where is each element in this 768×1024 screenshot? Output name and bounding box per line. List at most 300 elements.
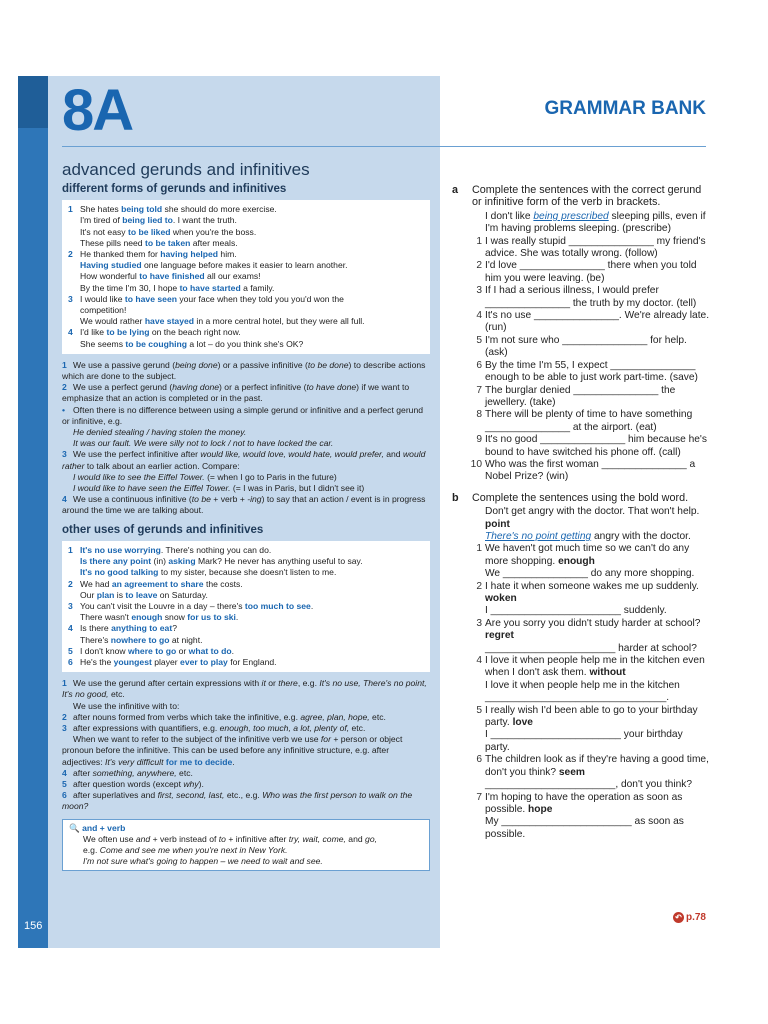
text-run: I don't know xyxy=(80,645,128,656)
item-number: 5 xyxy=(62,778,67,789)
text-run: to have finished xyxy=(139,271,205,282)
exercise-b-item[interactable] xyxy=(448,655,710,705)
text-run: on the beach right now. xyxy=(149,327,241,338)
item-number: • xyxy=(62,404,66,415)
text-run: It was our fault. We were silly not to lock / not to have locked the car. xyxy=(73,438,334,449)
text-run: e.g. xyxy=(83,844,100,855)
item-gapped: _______________________ harder at school? xyxy=(485,642,697,654)
item-number: 4 xyxy=(62,767,67,778)
text-run: We use a continuous infinitive ( xyxy=(73,494,192,505)
text-run: He's the xyxy=(80,656,114,667)
text-run: to be done xyxy=(307,359,349,370)
item-number: 1 xyxy=(62,359,67,370)
item-number: 2 xyxy=(476,260,482,272)
item-text: The burglar denied _______________ the jewellery. (take) xyxy=(485,384,676,408)
example-line xyxy=(68,623,424,634)
text-run: . There's nothing you can do. xyxy=(160,544,272,555)
text-run: Having studied xyxy=(80,260,142,271)
item-number: 7 xyxy=(476,791,482,803)
exercise-a-item[interactable] xyxy=(448,285,710,310)
text-run: after xyxy=(73,767,93,778)
rule-line xyxy=(62,427,430,438)
tip-line xyxy=(83,856,423,867)
key-word: enough xyxy=(558,555,595,567)
text-run: having helped xyxy=(160,249,219,260)
text-run: How wonderful xyxy=(80,271,140,282)
text-run: on Saturday. xyxy=(157,589,208,600)
text-run: something, anywhere, xyxy=(92,767,177,778)
text-run: player xyxy=(151,656,181,667)
text-run: why xyxy=(183,778,199,789)
text-run: We use a passive gerund ( xyxy=(73,359,176,370)
item-number: 1 xyxy=(476,543,482,555)
text-run: These pills need xyxy=(80,237,145,248)
example-line xyxy=(68,260,424,271)
item-number: 1 xyxy=(62,678,67,689)
text-run: after expressions with quantifiers, e.g. xyxy=(73,722,220,733)
text-run: There wasn't xyxy=(80,612,132,623)
text-run: -ing xyxy=(247,494,262,505)
item-number: 10 xyxy=(470,458,482,470)
text-run: she should do more exercise. xyxy=(162,204,277,215)
item-gapped: _______________________, don't you think? xyxy=(485,779,693,791)
text-run: She seems xyxy=(80,338,126,349)
item-number: 1 xyxy=(476,235,482,247)
item-number: 8 xyxy=(476,409,482,421)
exercise-b-item[interactable] xyxy=(448,705,710,755)
text-run: being prescribed xyxy=(533,210,609,222)
left-content xyxy=(62,184,430,871)
item-text: I'm not sure who _______________ for help. (ask) xyxy=(485,334,687,359)
text-run: ). xyxy=(198,778,204,789)
text-run: is xyxy=(114,589,126,600)
item-number: 4 xyxy=(68,327,73,338)
item-text: It's no use _______________. We're already late. (run) xyxy=(485,310,710,334)
text-run: + verb instead of xyxy=(150,833,219,844)
text-run: the costs. xyxy=(203,578,243,589)
text-run: all our exams! xyxy=(204,271,261,282)
text-run: would like, would love, would hate, would prefer, xyxy=(200,449,384,460)
item-number: 3 xyxy=(68,293,73,304)
rule-line xyxy=(62,712,430,723)
text-run: being told xyxy=(121,204,163,215)
item-gapped: I _______________________ your birthday party. xyxy=(485,729,683,753)
text-run: plan xyxy=(96,589,115,600)
text-run: + person or object pronoun before the infinitive. This can be used before any infinitive structure, e.g. after adjectives: xyxy=(62,734,403,767)
text-run: to be taken xyxy=(144,237,191,248)
key-word: hope xyxy=(528,803,553,815)
header-divider-right xyxy=(440,146,706,147)
exercise-a-item[interactable] xyxy=(448,236,710,261)
text-run: or xyxy=(265,678,279,689)
example-line xyxy=(68,316,424,327)
item-number: 4 xyxy=(476,655,482,667)
text-run: to be xyxy=(191,494,211,505)
text-run: We had xyxy=(80,578,112,589)
item-number: 6 xyxy=(476,754,482,766)
text-run: an agreement to share xyxy=(111,578,204,589)
text-run: enough, too much, a lot, plenty of, xyxy=(219,722,350,733)
text-run: in a more central hotel, but they were all full. xyxy=(194,316,365,327)
item-text: I'd love _______________ there when you told him you were leaving. (be) xyxy=(485,260,697,284)
text-run: to have seen xyxy=(124,293,177,304)
text-run: ever to play xyxy=(180,656,228,667)
text-run: and xyxy=(135,833,151,844)
exercise-a-item[interactable] xyxy=(448,409,710,434)
text-run: We use the infinitive with to: xyxy=(73,700,180,711)
item-number: 7 xyxy=(476,384,482,396)
exercise-a-item[interactable] xyxy=(448,310,710,335)
text-run: to be lying xyxy=(106,327,150,338)
margin-strip xyxy=(18,76,48,948)
text-run: first, second, last, xyxy=(157,790,225,801)
text-run: would rather xyxy=(62,449,426,471)
exercise-b-item[interactable] xyxy=(448,543,710,580)
item-text: By the time I'm 55, I expect _______________ enough to be able to just work part-time. (save) xyxy=(485,359,698,384)
item-text: If I had a serious illness, I would prefer _______________ the truth by my doctor. (tell) xyxy=(485,285,697,309)
rule-line xyxy=(62,678,430,700)
exercise-a-item[interactable] xyxy=(448,459,710,484)
text-run: etc. xyxy=(349,722,366,733)
text-run: to have started xyxy=(179,282,241,293)
text-run: after nouns formed from verbs which take the infinitive, e.g. xyxy=(73,711,301,722)
text-run: and xyxy=(383,449,403,460)
rules-forms xyxy=(62,360,430,517)
subheading-forms: different forms of gerunds and infinitives xyxy=(62,183,287,195)
text-run: for us to ski xyxy=(187,612,236,623)
rule-line xyxy=(62,768,430,779)
item-text: I was really stupid _______________ my friend's advice. She was totally wrong. (follow) xyxy=(485,235,706,260)
text-run: ) or a perfect infinitive ( xyxy=(219,382,307,393)
rule-line xyxy=(62,405,430,427)
text-run: ) to describe actions which are done to the subject. xyxy=(62,359,426,382)
item-text: Who was the first woman _______________ a Nobel Prize? (win) xyxy=(485,458,696,483)
text-run: to xyxy=(218,833,226,844)
example-line xyxy=(68,556,424,567)
text-run: your face when they told you you'd won the xyxy=(176,293,344,304)
text-run: being lied to xyxy=(122,215,173,226)
text-run: (= when I go to Paris in the future) xyxy=(204,471,337,482)
text-run: for England. xyxy=(227,656,277,667)
item-number: 4 xyxy=(476,310,482,322)
text-run: We use a perfect gerund ( xyxy=(73,382,173,393)
text-run: It's not easy xyxy=(80,226,128,237)
text-run: to be liked xyxy=(127,226,171,237)
text-run: ) or a passive infinitive ( xyxy=(217,359,308,370)
example-line xyxy=(68,327,424,338)
item-prompt: I hate it when someone wakes me up suddenly. xyxy=(485,580,699,592)
exercise-b-item[interactable] xyxy=(448,754,710,791)
text-run: . I want the truth. xyxy=(172,215,237,226)
right-content xyxy=(448,184,710,841)
example-line xyxy=(68,227,424,238)
item-number: 6 xyxy=(68,656,73,667)
text-run: ) to say that an action / event is in progress around the time we are talking about. xyxy=(62,494,426,516)
text-run: after question words (except xyxy=(73,778,184,789)
exercise-a-item[interactable] xyxy=(448,360,710,385)
text-run: etc. xyxy=(176,767,193,778)
page-number: 156 xyxy=(24,920,43,932)
page-reference[interactable]: ↶ p.78 xyxy=(673,912,706,923)
example-line xyxy=(68,612,424,623)
text-run: I would like xyxy=(80,293,125,304)
text-run: ) if we want to emphasize that an action is completed or in the past. xyxy=(62,382,410,404)
text-run: what to do xyxy=(188,645,232,656)
example-line xyxy=(68,215,424,226)
example-line xyxy=(68,294,424,305)
tip-line xyxy=(83,845,423,856)
item-number: 4 xyxy=(62,494,67,505)
exercise-b-item[interactable] xyxy=(448,581,710,618)
text-run: We often use xyxy=(83,833,136,844)
example-line xyxy=(68,590,424,601)
example-line xyxy=(68,635,424,646)
example-line xyxy=(68,657,424,668)
rule-line xyxy=(62,472,430,483)
item-number: 3 xyxy=(68,600,73,611)
rule-line xyxy=(62,360,430,382)
lesson-title: advanced gerunds and infinitives xyxy=(62,160,310,179)
item-prompt: I'm hoping to have the operation as soon as possible. xyxy=(485,791,683,815)
key-word: love xyxy=(512,717,533,729)
text-run: . xyxy=(231,645,234,656)
text-run: there xyxy=(278,678,298,689)
text-run: it xyxy=(261,678,266,689)
text-run: too much to see xyxy=(244,600,311,611)
exercise-b-example: Don't get angry with the doctor. That won't help. point There's no point getting angry with the doctor. xyxy=(485,506,700,542)
text-run: When we want to refer to the subject of the infinitive verb we use xyxy=(73,734,321,745)
text-run: try, wait, come, xyxy=(288,833,346,844)
text-run: . xyxy=(232,756,235,767)
item-number: 5 xyxy=(476,704,482,716)
item-number: 6 xyxy=(62,790,67,801)
back-arrow-icon: ↶ xyxy=(673,912,684,923)
text-run: I'm not sure what's going to happen – we need to wait and see. xyxy=(83,856,323,867)
text-run: I would like to see the Eiffel Tower. xyxy=(73,471,205,482)
tip-box xyxy=(62,819,430,872)
text-run: having done xyxy=(172,382,220,393)
rule-line xyxy=(62,382,430,404)
item-gapped: I _______________________ suddenly. xyxy=(485,605,667,617)
item-number: 9 xyxy=(476,434,482,446)
text-run: It's very difficult xyxy=(105,756,166,767)
text-run: etc. xyxy=(369,711,386,722)
text-run: asking xyxy=(168,556,196,567)
text-run: anything to eat xyxy=(111,623,173,634)
example-line xyxy=(68,601,424,612)
text-run: for xyxy=(320,734,331,745)
rule-line xyxy=(62,734,430,768)
item-number: 2 xyxy=(62,382,67,393)
example-line xyxy=(68,567,424,578)
exercise-b-item[interactable] xyxy=(448,792,710,842)
tip-text xyxy=(69,834,423,868)
text-run: etc. xyxy=(108,689,125,700)
unit-number: 8A xyxy=(62,78,133,143)
text-run: enough xyxy=(131,612,163,623)
example-line xyxy=(68,579,424,590)
text-run: to be coughing xyxy=(125,338,187,349)
text-run: (in) xyxy=(151,556,169,567)
exercise-a-item[interactable] xyxy=(448,385,710,410)
tip-line xyxy=(83,834,423,845)
exercise-b-heading: b Complete the sentences using the bold word. xyxy=(452,491,689,504)
text-run: a lot – do you think she's OK? xyxy=(186,338,304,349)
example-line xyxy=(68,545,424,556)
text-run: sleeping pills, even if I'm having problems sleeping. (prescribe) xyxy=(485,210,706,235)
rule-line xyxy=(62,723,430,734)
text-run: . xyxy=(235,612,239,623)
text-run: agree, plan, hope, xyxy=(300,711,370,722)
text-run: We use the gerund after certain expressions with xyxy=(73,678,262,689)
text-run: competition! xyxy=(80,305,127,316)
example-line xyxy=(68,271,424,282)
text-run: + verb + xyxy=(210,494,248,505)
text-run: go, xyxy=(365,833,377,844)
example-line xyxy=(68,646,424,657)
example-line xyxy=(68,204,424,215)
text-run: Our xyxy=(80,589,97,600)
item-number: 5 xyxy=(476,334,482,346)
item-number: 2 xyxy=(62,711,67,722)
item-gapped: My _______________________ as soon as possible. xyxy=(485,816,684,840)
text-run: him. xyxy=(218,249,237,260)
key-word: woken xyxy=(485,593,517,604)
text-run: to talk about an earlier action. Compare: xyxy=(84,460,240,471)
item-number: 1 xyxy=(68,544,73,555)
text-run: a family. xyxy=(240,282,275,293)
example-line xyxy=(68,249,424,260)
item-prompt: The children look as if they're having a good time, don't you think? xyxy=(485,754,709,778)
exercise-b-item[interactable] xyxy=(448,618,710,655)
text-run: Is there any point xyxy=(80,556,152,567)
key-word: without xyxy=(589,667,626,679)
text-run: I would like to have seen the Eiffel Tower. xyxy=(73,483,231,494)
text-run: I'd like xyxy=(80,327,107,338)
text-run: We would rather xyxy=(80,316,145,327)
text-run: He thanked them for xyxy=(80,249,161,260)
text-run: to leave xyxy=(125,589,158,600)
item-number: 6 xyxy=(476,359,482,371)
subheading-other-uses: other uses of gerunds and infinitives xyxy=(62,523,264,536)
item-number: 1 xyxy=(68,204,73,215)
item-number: 4 xyxy=(68,623,73,634)
text-run: You can't visit the Louvre in a day – there's xyxy=(80,600,245,611)
section-title: GRAMMAR BANK xyxy=(544,98,706,119)
rule-line xyxy=(62,438,430,449)
exercise-a-item[interactable] xyxy=(448,434,710,459)
example-line xyxy=(68,339,424,350)
item-text: It's no good _______________ him because he's bound to have switched his phone off. (call) xyxy=(485,434,707,458)
text-run: . xyxy=(310,600,314,611)
exercise-b-items xyxy=(448,543,710,841)
text-run: after superlatives and xyxy=(73,790,158,801)
text-run: Who was the first person to walk on the moon? xyxy=(62,790,413,812)
text-run: etc., e.g. xyxy=(224,790,263,801)
rule-line xyxy=(62,483,430,494)
rules-other-uses xyxy=(62,678,430,812)
text-run: Often there is no difference between using a simple gerund or infinitive and a perfect gerund or infinitive, e.g. xyxy=(62,404,424,426)
item-prompt: I really wish I'd been able to go to your birthday party. xyxy=(485,704,698,729)
item-gapped: I love it when people help me in the kitchen ________________________________. xyxy=(485,679,680,704)
example-line xyxy=(68,305,424,316)
item-number: 2 xyxy=(68,578,73,589)
rule-line xyxy=(62,790,430,812)
text-run: Is there xyxy=(80,623,112,634)
text-run: being done xyxy=(175,359,218,370)
text-run: Mark? He never has anything useful to say. xyxy=(195,556,363,567)
text-run: youngest xyxy=(113,656,152,667)
exercise-a-item[interactable] xyxy=(448,335,710,360)
text-run: , e.g. xyxy=(297,678,320,689)
rule-line xyxy=(62,779,430,790)
text-run: snow xyxy=(162,612,188,623)
item-number: 3 xyxy=(62,449,67,460)
examples-box-other-uses xyxy=(62,541,430,672)
item-prompt: We haven't got much time so we can't do any more shopping. xyxy=(485,543,690,567)
exercise-a-heading: a Complete the sentences with the correct gerund or infinitive form of the verb in brackets. xyxy=(452,184,702,209)
item-number: 3 xyxy=(476,285,482,297)
text-run: It's no good talking xyxy=(80,567,159,578)
text-run: She hates xyxy=(80,204,122,215)
item-prompt: Are you sorry you didn't study harder at school? xyxy=(485,617,701,629)
item-text: There will be plenty of time to have something _______________ at the airport. (eat) xyxy=(485,409,693,433)
text-run: (= I was in Paris, but I didn't see it) xyxy=(230,483,365,494)
magnifier-icon: 🔍 xyxy=(69,822,80,833)
text-run: when you're the boss. xyxy=(170,226,257,237)
text-run: ? xyxy=(172,623,177,634)
item-number: 2 xyxy=(476,580,482,592)
examples-box-forms xyxy=(62,200,430,354)
header-divider-left xyxy=(62,146,440,147)
text-run: one language before makes it easier to learn another. xyxy=(141,260,348,271)
text-run: There's xyxy=(80,634,111,645)
exercise-a-item[interactable] xyxy=(448,260,710,285)
item-number: 3 xyxy=(62,722,67,733)
text-run: We use the perfect infinitive after xyxy=(73,449,201,460)
text-run: I'm tired of xyxy=(80,215,123,226)
text-run: + infinitive after xyxy=(225,833,289,844)
text-run: I don't like xyxy=(485,210,534,222)
item-gapped: We _______________ do any more shopping. xyxy=(485,568,695,580)
text-run: and xyxy=(345,833,366,844)
text-run: It's no use, There's no point, It's no good, xyxy=(62,678,427,700)
text-run: nowhere to go xyxy=(110,634,170,645)
item-prompt: I love it when people help me in the kitchen even when I don't ask them. xyxy=(485,655,705,679)
text-run: have stayed xyxy=(144,316,195,327)
key-word: regret xyxy=(485,630,514,642)
margin-corner-block xyxy=(18,76,48,128)
rule-line xyxy=(62,701,430,712)
item-number: 2 xyxy=(68,249,73,260)
example-line xyxy=(68,283,424,294)
text-run: where to go xyxy=(127,645,177,656)
text-run: at night. xyxy=(169,634,203,645)
text-run: It's no use worrying xyxy=(80,544,161,555)
text-run: to my sister, because she doesn't listen to me. xyxy=(158,567,337,578)
text-run: Come and see me when you're next in New York. xyxy=(99,844,288,855)
tip-heading xyxy=(69,823,423,834)
key-word: seem xyxy=(558,766,585,778)
tip-title: and + verb xyxy=(82,822,126,833)
exercise-a-example xyxy=(448,211,710,236)
example-line xyxy=(68,238,424,249)
item-number: 3 xyxy=(476,617,482,629)
text-run: He denied stealing / having stolen the money. xyxy=(73,427,247,438)
text-run: for me to decide xyxy=(165,756,233,767)
item-number: 5 xyxy=(68,645,73,656)
exercise-a-items xyxy=(448,236,710,484)
